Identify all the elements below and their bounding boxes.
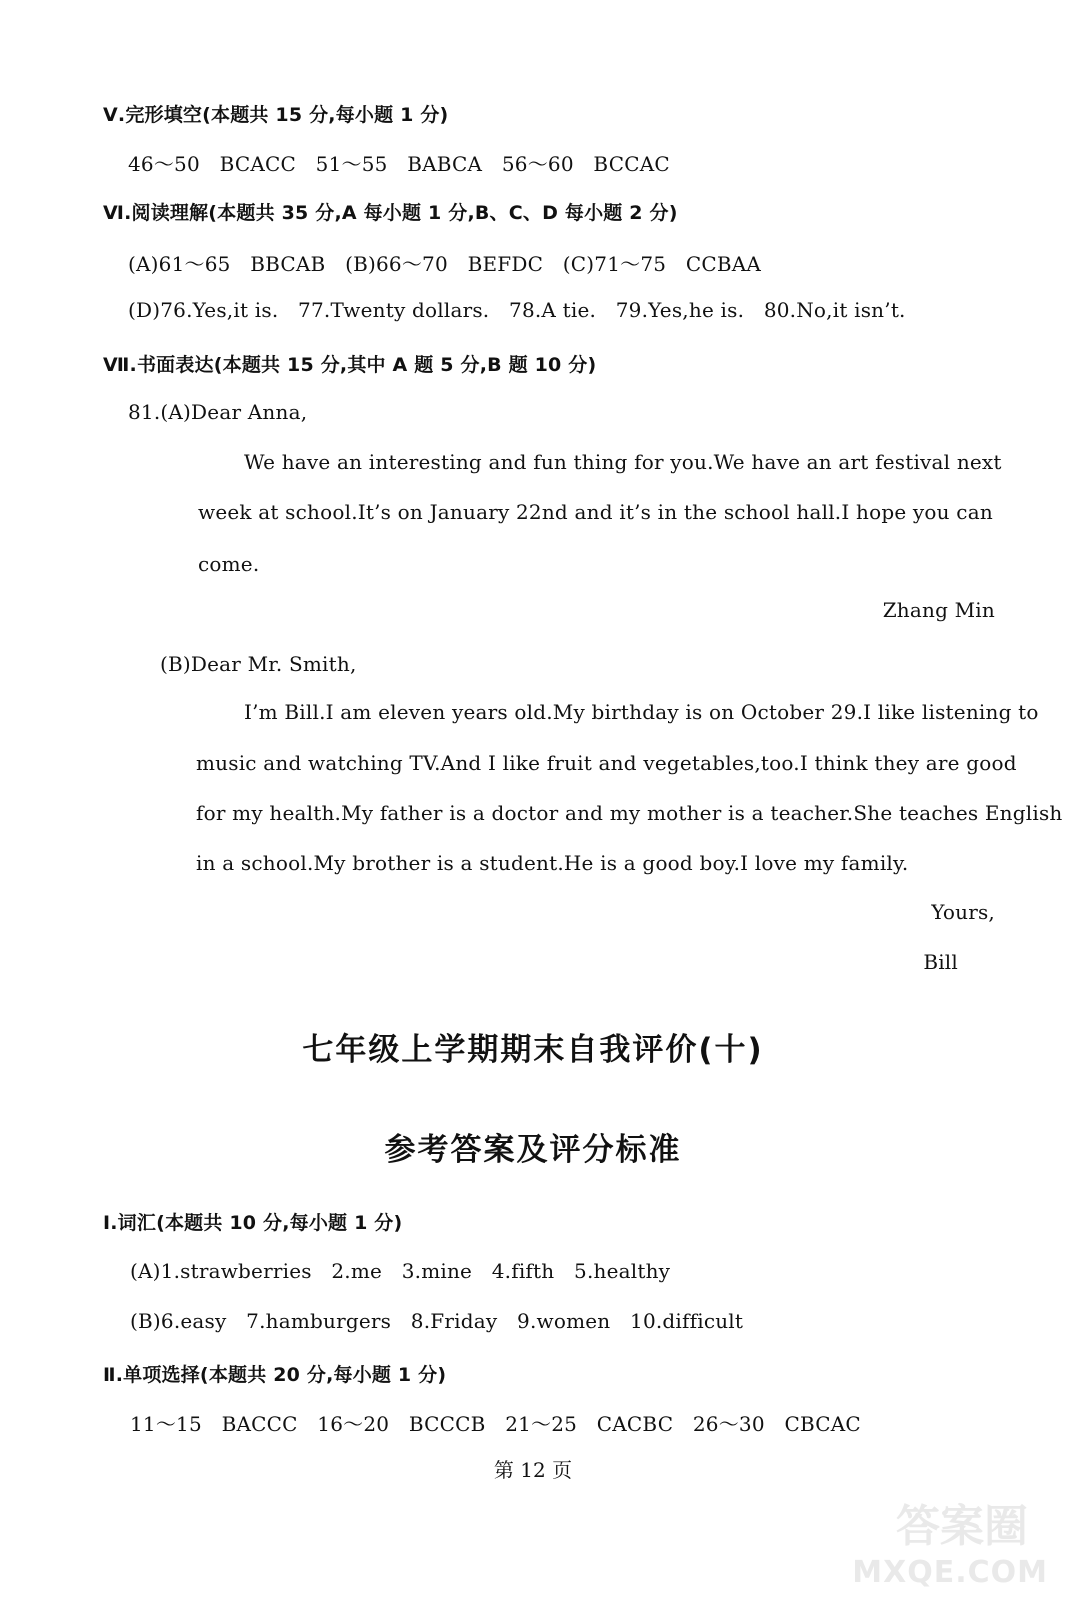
letter-b-body-line: music and watching TV.And I like fruit and vegetables,too.I think they are good [196,751,1017,775]
watermark-logo: 答案圈 [896,1501,1028,1552]
letter-a-body-line: We have an interesting and fun thing for you.We have an art festival next [244,450,1002,474]
section2-answers: 11～15 BACCC 16～20 BCCCB 21～25 CACBC 26～30 CBCAC [130,1412,861,1436]
letter-b-signature: Bill [923,950,958,974]
watermark-site: MXQE.COM [852,1555,1048,1590]
section6-answers-d: (D)76.Yes,it is. 77.Twenty dollars. 78.A tie. 79.Yes,he is. 80.No,it isn’t. [128,298,906,322]
section5-heading: Ⅴ.完形填空(本题共 15 分,每小题 1 分) [103,104,449,126]
section1-answers-a: (A)1.strawberries 2.me 3.mine 4.fifth 5.healthy [130,1259,671,1283]
letter-a-body-line: come. [198,552,260,576]
letter-a-body-line: week at school.It’s on January 22nd and it’s in the school hall.I hope you can [198,500,993,524]
letter-b-closing: Yours, [931,900,995,924]
section6-answers-abc: (A)61～65 BBCAB (B)66～70 BEFDC (C)71～75 CCBAA [128,252,762,276]
letter-a-greeting: 81.(A)Dear Anna, [128,400,308,424]
letter-a-signature: Zhang Min [882,598,995,622]
letter-b-body-line: I’m Bill.I am eleven years old.My birthday is on October 29.I like listening to [244,700,1039,724]
section2-heading: Ⅱ.单项选择(本题共 20 分,每小题 1 分) [103,1364,447,1386]
section5-answers: 46～50 BCACC 51～55 BABCA 56～60 BCCAC [128,152,670,176]
watermark [848,1490,1048,1590]
section7-heading: Ⅶ.书面表达(本题共 15 分,其中 A 题 5 分,B 题 10 分) [103,354,597,376]
letter-b-greeting: (B)Dear Mr. Smith, [160,652,357,676]
letter-b-body-line: for my health.My father is a doctor and my mother is a teacher.She teaches English [196,801,1063,825]
page-title: 七年级上学期期末自我评价(十) [302,1032,764,1068]
page-subtitle: 参考答案及评分标准 [384,1132,682,1168]
section6-heading: Ⅵ.阅读理解(本题共 35 分,A 每小题 1 分,B、C、D 每小题 2 分) [103,202,678,224]
letter-b-body-line: in a school.My brother is a student.He is a good boy.I love my family. [196,851,909,875]
section1-answers-b: (B)6.easy 7.hamburgers 8.Friday 9.women 10.difficult [130,1309,744,1333]
section1-heading: Ⅰ.词汇(本题共 10 分,每小题 1 分) [103,1212,403,1234]
page-number: 第 12 页 [493,1458,573,1482]
